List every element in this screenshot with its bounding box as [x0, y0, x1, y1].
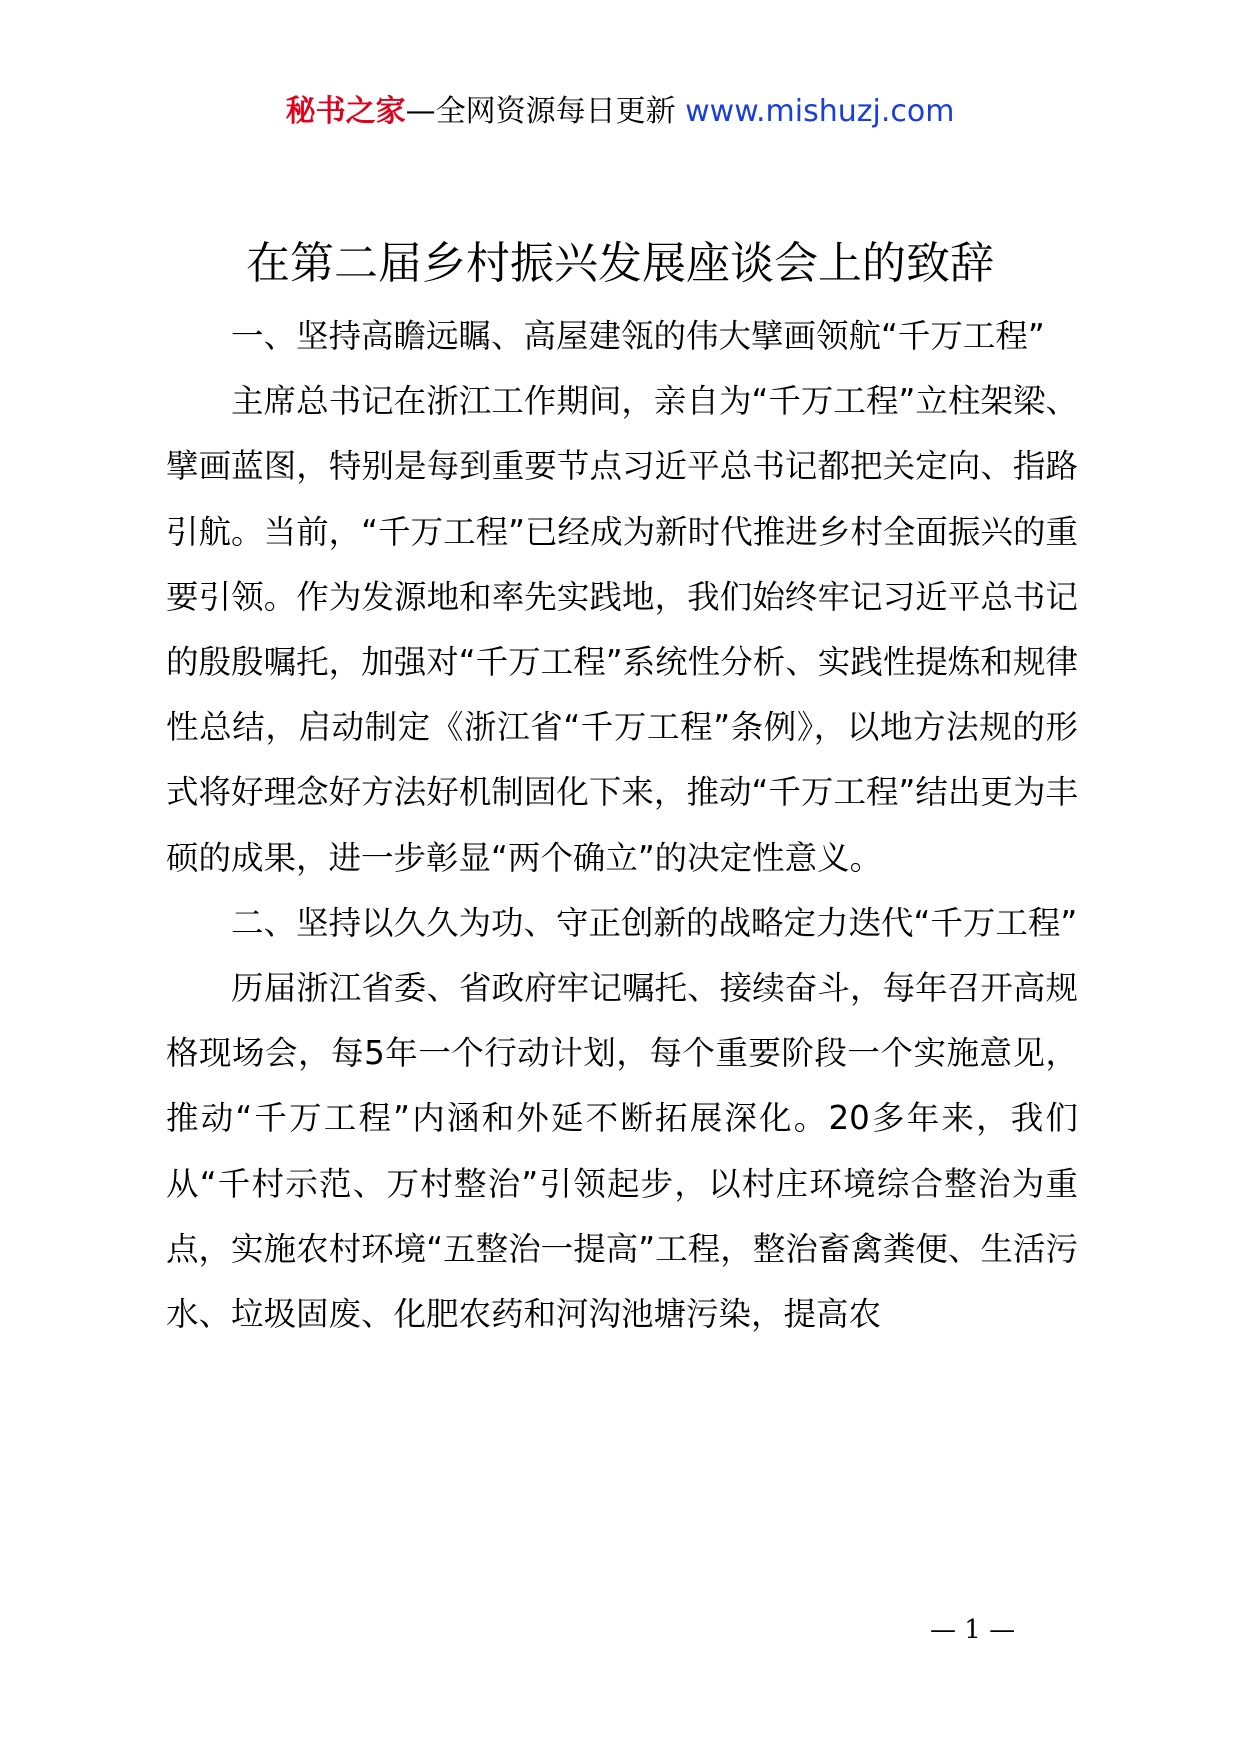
body-paragraph: 历届浙江省委、省政府牢记嘱托、接续奋斗，每年召开高规格现场会，每5年一个行动计划，每个重要阶段一个实施意见，推动“千万工程”内涵和外延不断拓展深化。20多年来，我们从“千村示范、万村整治”引领起步，以村庄环境综合整治为重点，实施农村环境“五整治一提高”工程，整治畜禽粪便、生活污水、垃圾固废、化肥农药和河沟池塘污染，提高农 — [166, 969, 1078, 1334]
page-number: — 1 — — [930, 1615, 1016, 1645]
site-tagline: —全网资源每日更新 — [405, 94, 686, 129]
body-paragraph: 主席总书记在浙江工作期间，亲自为“千万工程”立柱架梁、擘画蓝图，特别是每到重要节点习近平总书记都把关定向、指路引航。当前，“千万工程”已经成为新时代推进乡村全面振兴的重要引领。作为发源地和率先实践地，我们始终牢记习近平总书记的殷殷嘱托，加强对“千万工程”系统性分析、实践性提炼和规律性总结，启动制定《浙江省“千万工程”条例》，以地方法规的形式将好理念好方法好机制固化下来，推动“千万工程”结出更为丰硕的成果，进一步彰显“两个确立”的决定性意义。 — [166, 382, 1078, 877]
site-header — [0, 94, 1240, 130]
section-heading-2: 二、坚持以久久为功、守正创新的战略定力迭代“千万工程” — [231, 903, 1078, 942]
document-title: 在第二届乡村振兴发展座谈会上的致辞 — [246, 238, 994, 289]
document-body — [166, 304, 1078, 1347]
site-brand: 秘书之家 — [285, 94, 406, 129]
section-heading-1: 一、坚持高瞻远瞩、高屋建瓴的伟大擘画领航“千万工程” — [231, 317, 1045, 355]
site-url[interactable]: www.mishuzj.com — [685, 94, 955, 129]
